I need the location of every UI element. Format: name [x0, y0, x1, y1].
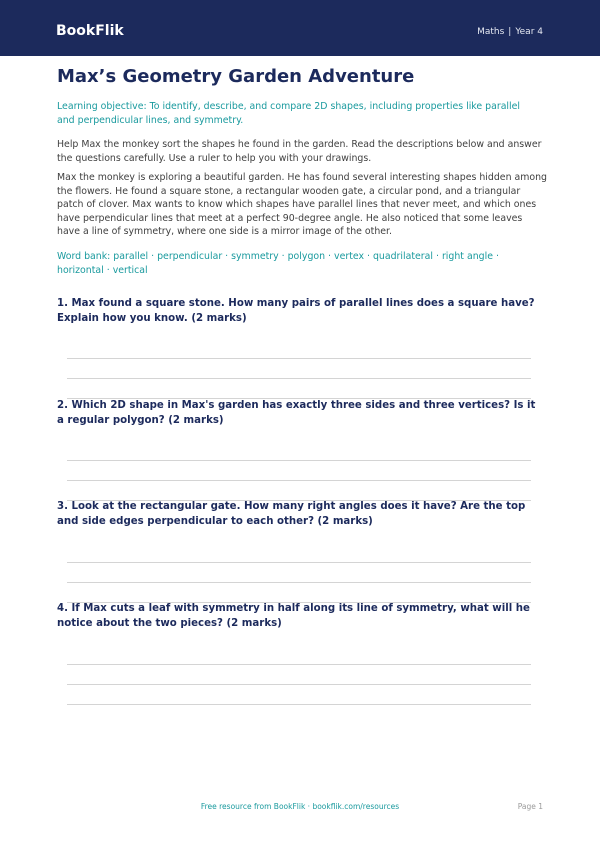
word-bank: Word bank: parallel · perpendicular · symmetry · polygon · vertex · quadrilateral · right angle · horizontal · vertical	[57, 251, 499, 276]
page-number: Page 1	[517, 802, 543, 811]
subject-label: Maths	[477, 27, 505, 37]
question-4: 4. If Max cuts a leaf with symmetry in half along its line of symmetry, what will he notice about the two pieces? (2 marks)	[57, 603, 530, 629]
answer-line[interactable]	[67, 480, 531, 481]
brand-logo-text: BookFlik	[56, 23, 124, 39]
answer-line[interactable]	[67, 358, 531, 359]
page-title: Max’s Geometry Garden Adventure	[57, 66, 415, 87]
answer-line[interactable]	[67, 684, 531, 685]
answer-line[interactable]	[67, 562, 531, 563]
intro-paragraph: Help Max the monkey sort the shapes he found in the garden. Read the descriptions below and answer the questions carefully. Use a ruler to help you with your drawings.	[57, 139, 542, 164]
footer-credit[interactable]: Free resource from BookFlik · bookflik.com/resources	[200, 802, 400, 811]
answer-line[interactable]	[67, 460, 531, 461]
answer-line[interactable]	[67, 378, 531, 379]
year-label: Year 4	[515, 27, 543, 37]
answer-line[interactable]	[67, 704, 531, 705]
story-paragraph: Max the monkey is exploring a beautiful garden. He has found several interesting shapes hidden among the flowers. He found a square stone, a rectangular wooden gate, a circular pond, and a triangular patch of clover. Max wants to know which shapes have parallel lines that never meet, and which ones have perpendicular lines that meet at a perfect 90-degree angle. He also noticed that some leaves have a line of symmetry, where one side is a mirror image of the other.	[57, 172, 548, 238]
answer-line[interactable]	[67, 664, 531, 665]
question-3: 3. Look at the rectangular gate. How many right angles does it have? Are the top and side edges perpendicular to each other? (2 marks)	[57, 501, 526, 527]
subject-year-label	[477, 26, 543, 38]
answer-line[interactable]	[67, 582, 531, 583]
question-1: 1. Max found a square stone. How many pairs of parallel lines does a square have? Explain how you know. (2 marks)	[57, 298, 535, 324]
question-2: 2. Which 2D shape in Max's garden has exactly three sides and three vertices? Is it a regular polygon? (2 marks)	[57, 400, 536, 426]
page-header	[0, 0, 600, 56]
meta-separator: |	[508, 27, 512, 37]
learning-objective: Learning objective: To identify, describe, and compare 2D shapes, including properties like parallel and perpendicular lines, and symmetry.	[57, 101, 521, 126]
